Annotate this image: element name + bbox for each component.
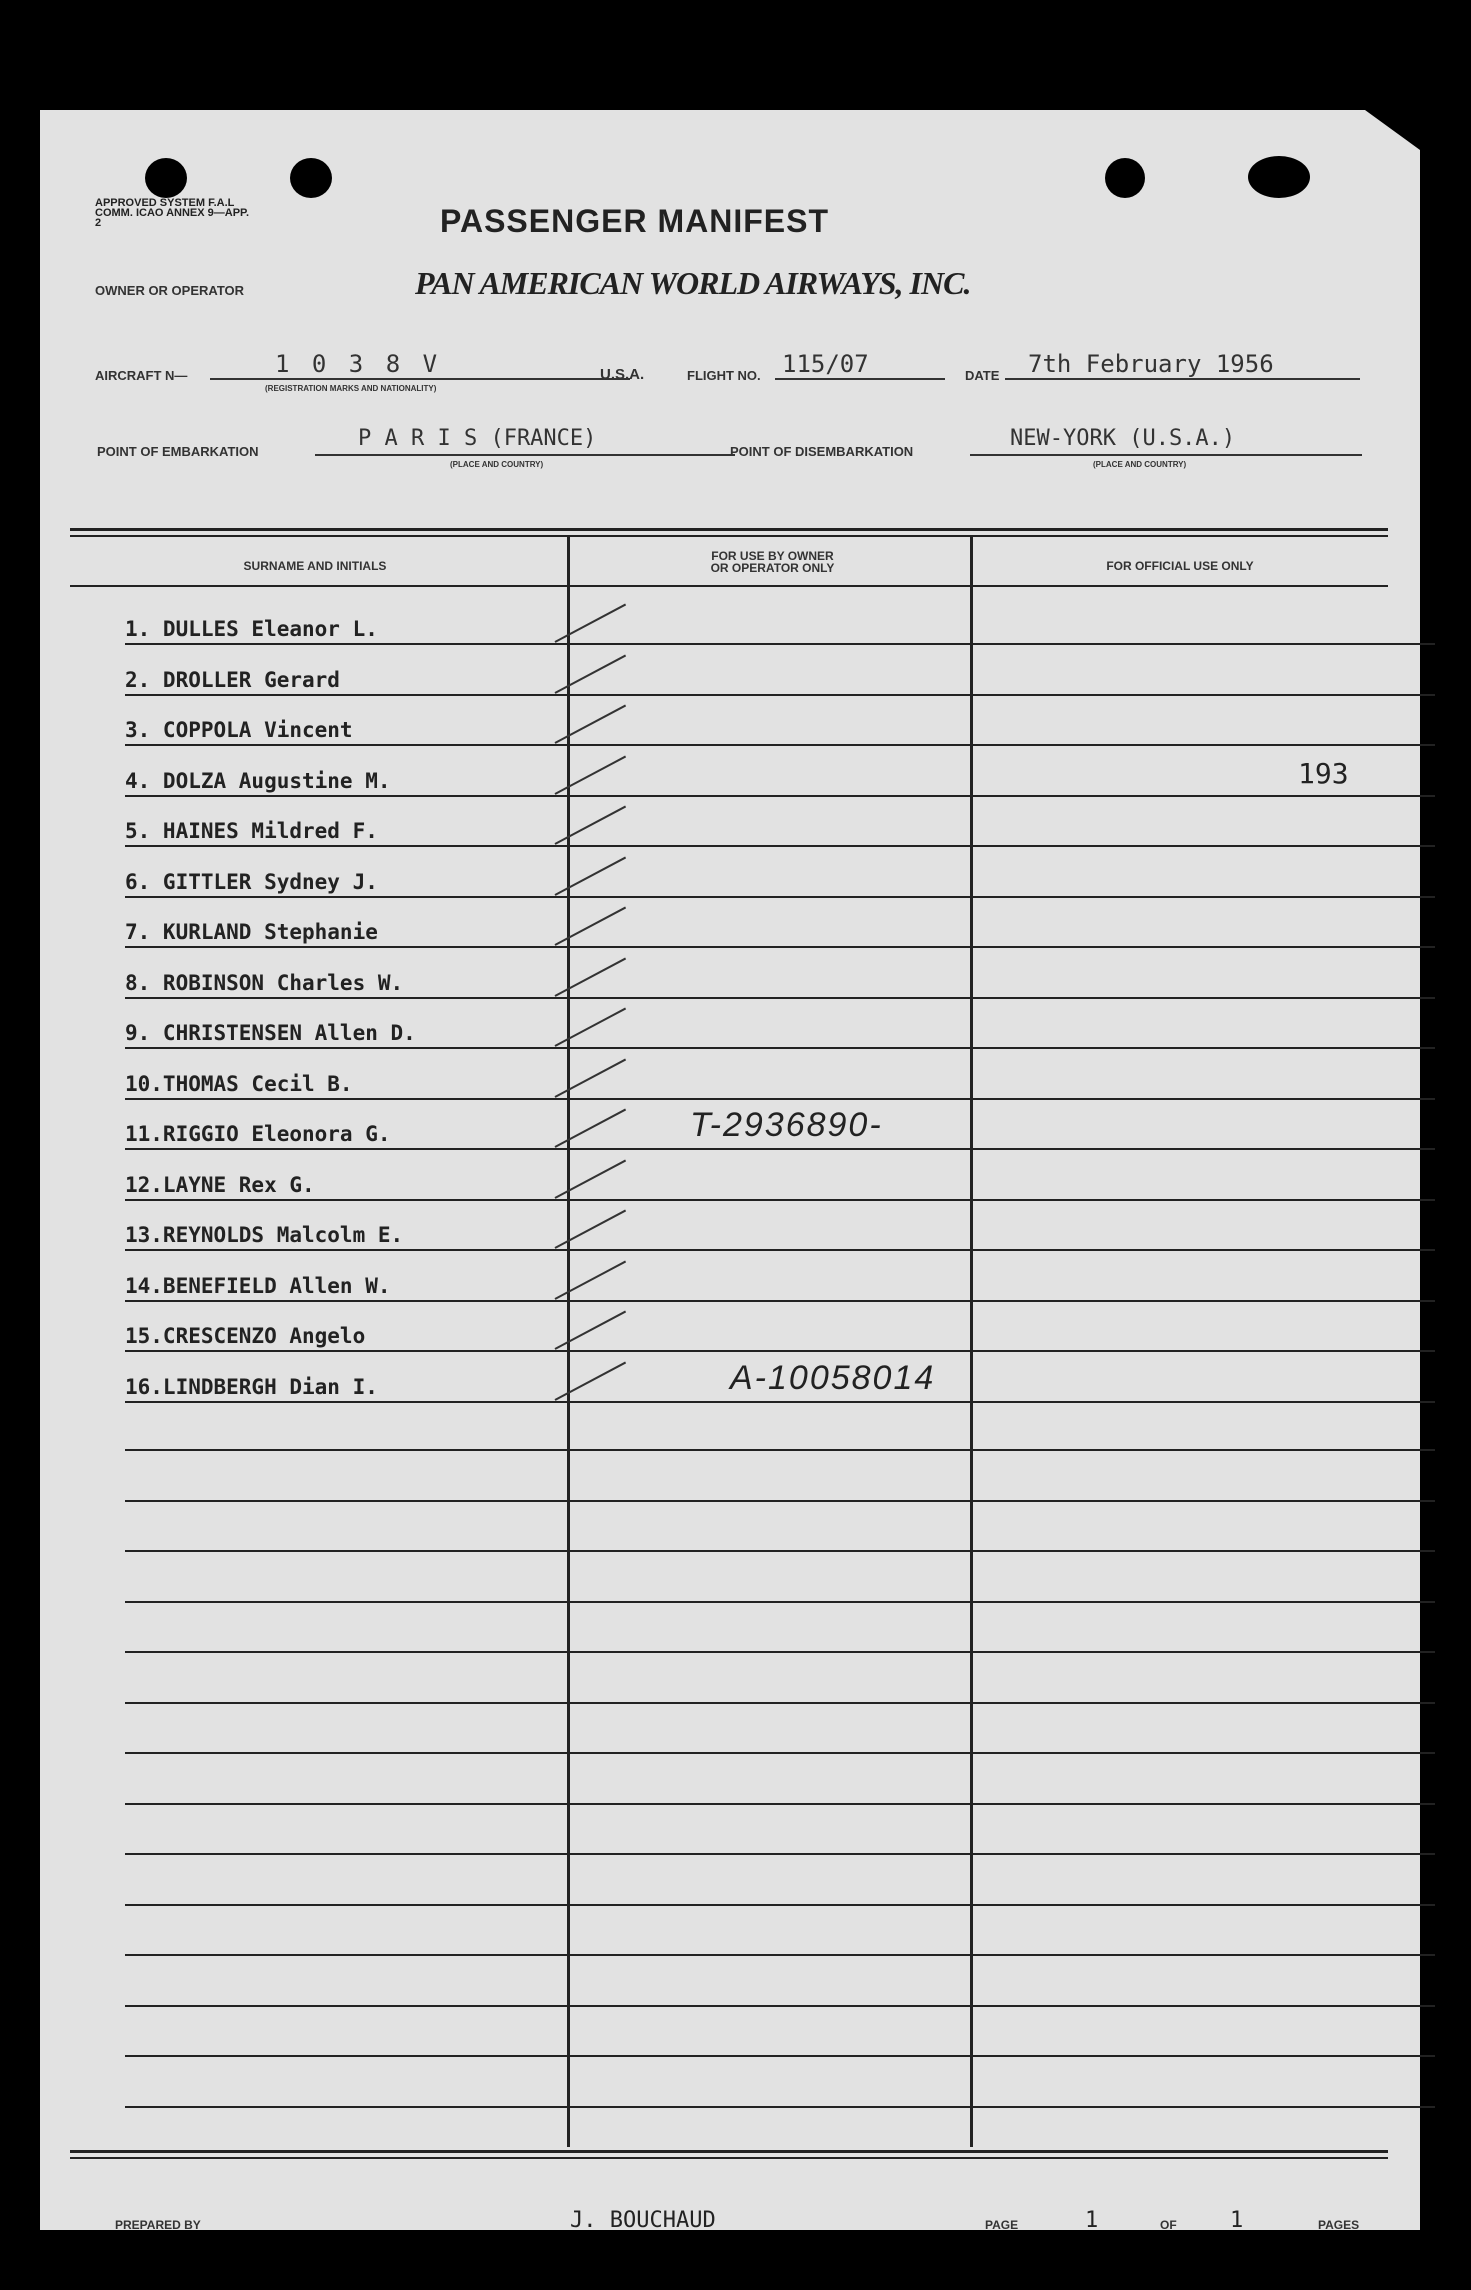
page-value: 1 xyxy=(1085,2208,1099,2233)
flight-value: 115/07 xyxy=(782,350,869,378)
flight-underline xyxy=(775,378,945,380)
passenger-name: 1. DULLES Eleanor L. xyxy=(125,617,378,641)
owner-label: OWNER OR OPERATOR xyxy=(95,283,245,298)
approval-note: APPROVED SYSTEM F.A.L COMM. ICAO ANNEX 9—APP. 2 xyxy=(95,197,250,229)
disembarkation-label: POINT OF DISEMBARKATION xyxy=(730,444,914,459)
empty-row-rule xyxy=(125,2055,1435,2057)
row-rule xyxy=(125,1401,1435,1403)
table-bottom-rule-2 xyxy=(70,2157,1388,2159)
table-row xyxy=(85,1050,1435,1100)
registration-note: (REGISTRATION MARKS AND NATIONALITY) xyxy=(265,384,437,393)
passenger-name: 15.CRESCENZO Angelo xyxy=(125,1324,366,1348)
table-row xyxy=(85,1201,1435,1251)
embarkation-label: POINT OF EMBARKATION xyxy=(97,444,259,459)
table-row xyxy=(85,696,1435,746)
empty-row-rule xyxy=(125,1449,1435,1451)
flight-label: FLIGHT NO. xyxy=(687,368,761,383)
empty-row-rule xyxy=(125,1651,1435,1653)
passenger-name: 13.REYNOLDS Malcolm E. xyxy=(125,1223,404,1247)
aircraft-label: AIRCRAFT N— xyxy=(95,368,188,383)
table-row xyxy=(85,949,1435,999)
header-bottom-rule xyxy=(70,585,1388,587)
disembarkation-underline xyxy=(970,454,1362,456)
punch-hole xyxy=(290,158,332,198)
aircraft-value: 1 0 3 8 V xyxy=(275,350,442,378)
empty-row-rule xyxy=(125,1702,1435,1704)
date-label: DATE xyxy=(965,368,1000,383)
of-value: 1 xyxy=(1230,2208,1244,2233)
passenger-name: 14.BENEFIELD Allen W. xyxy=(125,1273,391,1298)
empty-row-rule xyxy=(125,1954,1435,1956)
table-top-rule-2 xyxy=(70,535,1388,537)
table-row xyxy=(85,747,1435,797)
empty-row-rule xyxy=(125,1803,1435,1805)
embarkation-underline xyxy=(315,454,735,456)
table-top-rule xyxy=(70,528,1388,531)
passenger-name: 2. DROLLER Gerard xyxy=(125,667,340,692)
table-row xyxy=(85,646,1435,696)
punch-hole xyxy=(1248,156,1310,198)
passenger-name: 3. COPPOLA Vincent xyxy=(125,718,353,742)
pages-label: PAGES xyxy=(1318,2218,1360,2232)
folded-corner xyxy=(1365,110,1420,150)
table-row xyxy=(85,1302,1435,1352)
passenger-name: 11.RIGGIO Eleonora G. xyxy=(125,1122,391,1146)
page-title: PASSENGER MANIFEST xyxy=(440,203,829,239)
column-header-owner-use: FOR USE BY OWNER OR OPERATOR ONLY xyxy=(710,549,835,575)
empty-row-rule xyxy=(125,1500,1435,1502)
prepared-by-label: PREPARED BY xyxy=(115,2218,201,2232)
disembarkation-note: (PLACE AND COUNTRY) xyxy=(1093,460,1187,469)
column-header-official-use: FOR OFFICIAL USE ONLY xyxy=(1106,559,1254,573)
aircraft-underline xyxy=(210,378,630,380)
page-label: PAGE xyxy=(985,2218,1019,2232)
empty-row-rule xyxy=(125,2005,1435,2007)
empty-row-rule xyxy=(125,1601,1435,1603)
punch-hole xyxy=(1105,158,1145,198)
table-row xyxy=(85,898,1435,948)
embarkation-value: P A R I S (FRANCE) xyxy=(358,426,597,451)
manifest-sheet xyxy=(40,110,1420,2233)
table-row xyxy=(85,999,1435,1049)
empty-row-rule xyxy=(125,1853,1435,1855)
disembarkation-value: NEW-YORK (U.S.A.) xyxy=(1010,426,1236,451)
empty-row-rule xyxy=(125,1904,1435,1906)
table-row xyxy=(85,1151,1435,1201)
usa-label: U.S.A. xyxy=(600,366,645,383)
passenger-name: 7. KURLAND Stephanie xyxy=(125,920,378,944)
passenger-name: 8. ROBINSON Charles W. xyxy=(125,970,404,995)
table-row xyxy=(85,848,1435,898)
table-row xyxy=(85,797,1435,847)
of-label: OF xyxy=(1160,2218,1177,2232)
passenger-name: 16.LINDBERGH Dian I. xyxy=(125,1374,378,1399)
passenger-name: 10.THOMAS Cecil B. xyxy=(125,1071,353,1096)
empty-row-rule xyxy=(125,1752,1435,1754)
empty-row-rule xyxy=(125,2106,1435,2108)
airline-name: PAN AMERICAN WORLD AIRWAYS, INC. xyxy=(415,265,971,301)
table-bottom-rule xyxy=(70,2150,1388,2153)
handwritten-owner-note: T-2936890- xyxy=(690,1106,883,1144)
punch-hole xyxy=(145,158,187,198)
passenger-name: 5. HAINES Mildred F. xyxy=(125,819,378,843)
table-row xyxy=(85,1252,1435,1302)
date-underline xyxy=(1005,378,1360,380)
passenger-name: 9. CHRISTENSEN Allen D. xyxy=(125,1021,416,1045)
handwritten-owner-note: A-10058014 xyxy=(730,1358,936,1397)
embarkation-note: (PLACE AND COUNTRY) xyxy=(450,460,544,469)
passenger-name: 12.LAYNE Rex G. xyxy=(125,1172,315,1197)
empty-row-rule xyxy=(125,1550,1435,1552)
table-row xyxy=(85,595,1435,645)
column-header-surname: SURNAME AND INITIALS xyxy=(243,559,387,573)
official-use-value: 193 xyxy=(1298,756,1349,790)
passenger-name: 4. DOLZA Augustine M. xyxy=(125,768,391,793)
date-value: 7th February 1956 xyxy=(1028,350,1274,378)
prepared-by-value: J. BOUCHAUD xyxy=(570,2208,716,2233)
passenger-name: 6. GITTLER Sydney J. xyxy=(125,869,378,894)
